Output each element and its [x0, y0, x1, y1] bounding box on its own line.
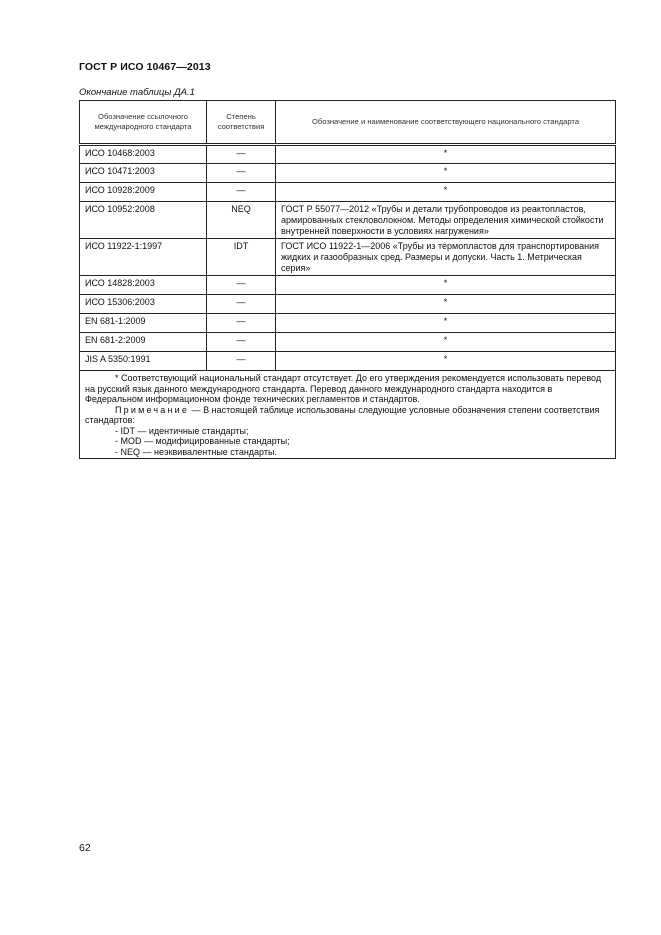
- cell-degree: —: [207, 164, 276, 183]
- cell-reference: EN 681-2:2009: [80, 333, 207, 352]
- cell-reference: ИСО 10928:2009: [80, 183, 207, 202]
- page-number: 62: [79, 842, 91, 854]
- table-row: [80, 276, 616, 295]
- table-header-row: [80, 101, 616, 145]
- table-row: [80, 314, 616, 333]
- legend-item-mod: - MOD — модифицированные стандарты;: [115, 436, 290, 446]
- header-reference-standard: Обозначение ссылочного международного стандарта: [80, 101, 207, 145]
- table-row: [80, 295, 616, 314]
- legend-item-neq: - NEQ — неэквивалентные стандарты.: [115, 446, 277, 457]
- table-row: [80, 239, 616, 276]
- cell-degree: —: [207, 314, 276, 333]
- cell-degree: IDT: [207, 239, 276, 276]
- cell-reference: JIS A 5350:1991: [80, 352, 207, 371]
- document-title: ГОСТ Р ИСО 10467—2013: [79, 61, 211, 73]
- cell-national: *: [276, 183, 616, 202]
- cell-reference: ИСО 10471:2003: [80, 164, 207, 183]
- table-row: [80, 145, 616, 164]
- cell-reference: ИСО 15306:2003: [80, 295, 207, 314]
- cell-national: *: [276, 333, 616, 352]
- note-label: Примечание: [115, 404, 190, 415]
- cell-reference: ИСО 10952:2008: [80, 202, 207, 239]
- cell-degree: —: [207, 276, 276, 295]
- table-footer: [80, 371, 616, 459]
- cell-reference: ИСО 11922-1:1997: [80, 239, 207, 276]
- table-row: [80, 202, 616, 239]
- legend-item-idt: - IDT — идентичные стандарты;: [115, 425, 249, 436]
- header-national-standard: Обозначение и наименование соответствующего национального стандарта: [276, 101, 616, 145]
- table-row: [80, 164, 616, 183]
- cell-national: *: [276, 276, 616, 295]
- cell-national: ГОСТ Р 55077—2012 «Трубы и детали трубопроводов из реактопластов, армированных стекловолокном. Методы определения химической стойкости внутренней поверхности в условиях нагружения»: [276, 202, 616, 239]
- table-row: [80, 333, 616, 352]
- cell-degree: —: [207, 295, 276, 314]
- cell-reference: EN 681-1:2009: [80, 314, 207, 333]
- standards-table: [79, 100, 616, 459]
- cell-degree: —: [207, 333, 276, 352]
- cell-national: *: [276, 295, 616, 314]
- cell-degree: —: [207, 352, 276, 371]
- cell-reference: ИСО 10468:2003: [80, 145, 207, 164]
- table-row: [80, 183, 616, 202]
- table-caption: Окончание таблицы ДА.1: [79, 87, 195, 98]
- cell-degree: —: [207, 145, 276, 164]
- footnote: * Соответствующий национальный стандарт отсутствует. До его утверждения рекомендуется использовать перевод на русский язык данного международного стандарта. Перевод данного международного стандарта находится в Федеральном информационном фонде технических регламентов и стандартов.: [85, 373, 602, 404]
- cell-national: *: [276, 314, 616, 333]
- header-degree-of-conformity: Степень соответствия: [207, 101, 276, 145]
- note: [85, 405, 610, 426]
- cell-national: *: [276, 145, 616, 164]
- cell-reference: ИСО 14828:2003: [80, 276, 207, 295]
- note-text: — В настоящей таблице использованы следующие условные обозначения степени соответствия стандартов:: [85, 404, 600, 425]
- table-row: [80, 352, 616, 371]
- table-footer-row: [80, 371, 616, 459]
- cell-degree: NEQ: [207, 202, 276, 239]
- cell-national: *: [276, 164, 616, 183]
- cell-national: ГОСТ ИСО 11922-1—2006 «Трубы из термопластов для транспортирования жидких и газообразных сред. Размеры и допуски. Часть 1. Метрическая серия»: [276, 239, 616, 276]
- cell-degree: —: [207, 183, 276, 202]
- cell-national: *: [276, 352, 616, 371]
